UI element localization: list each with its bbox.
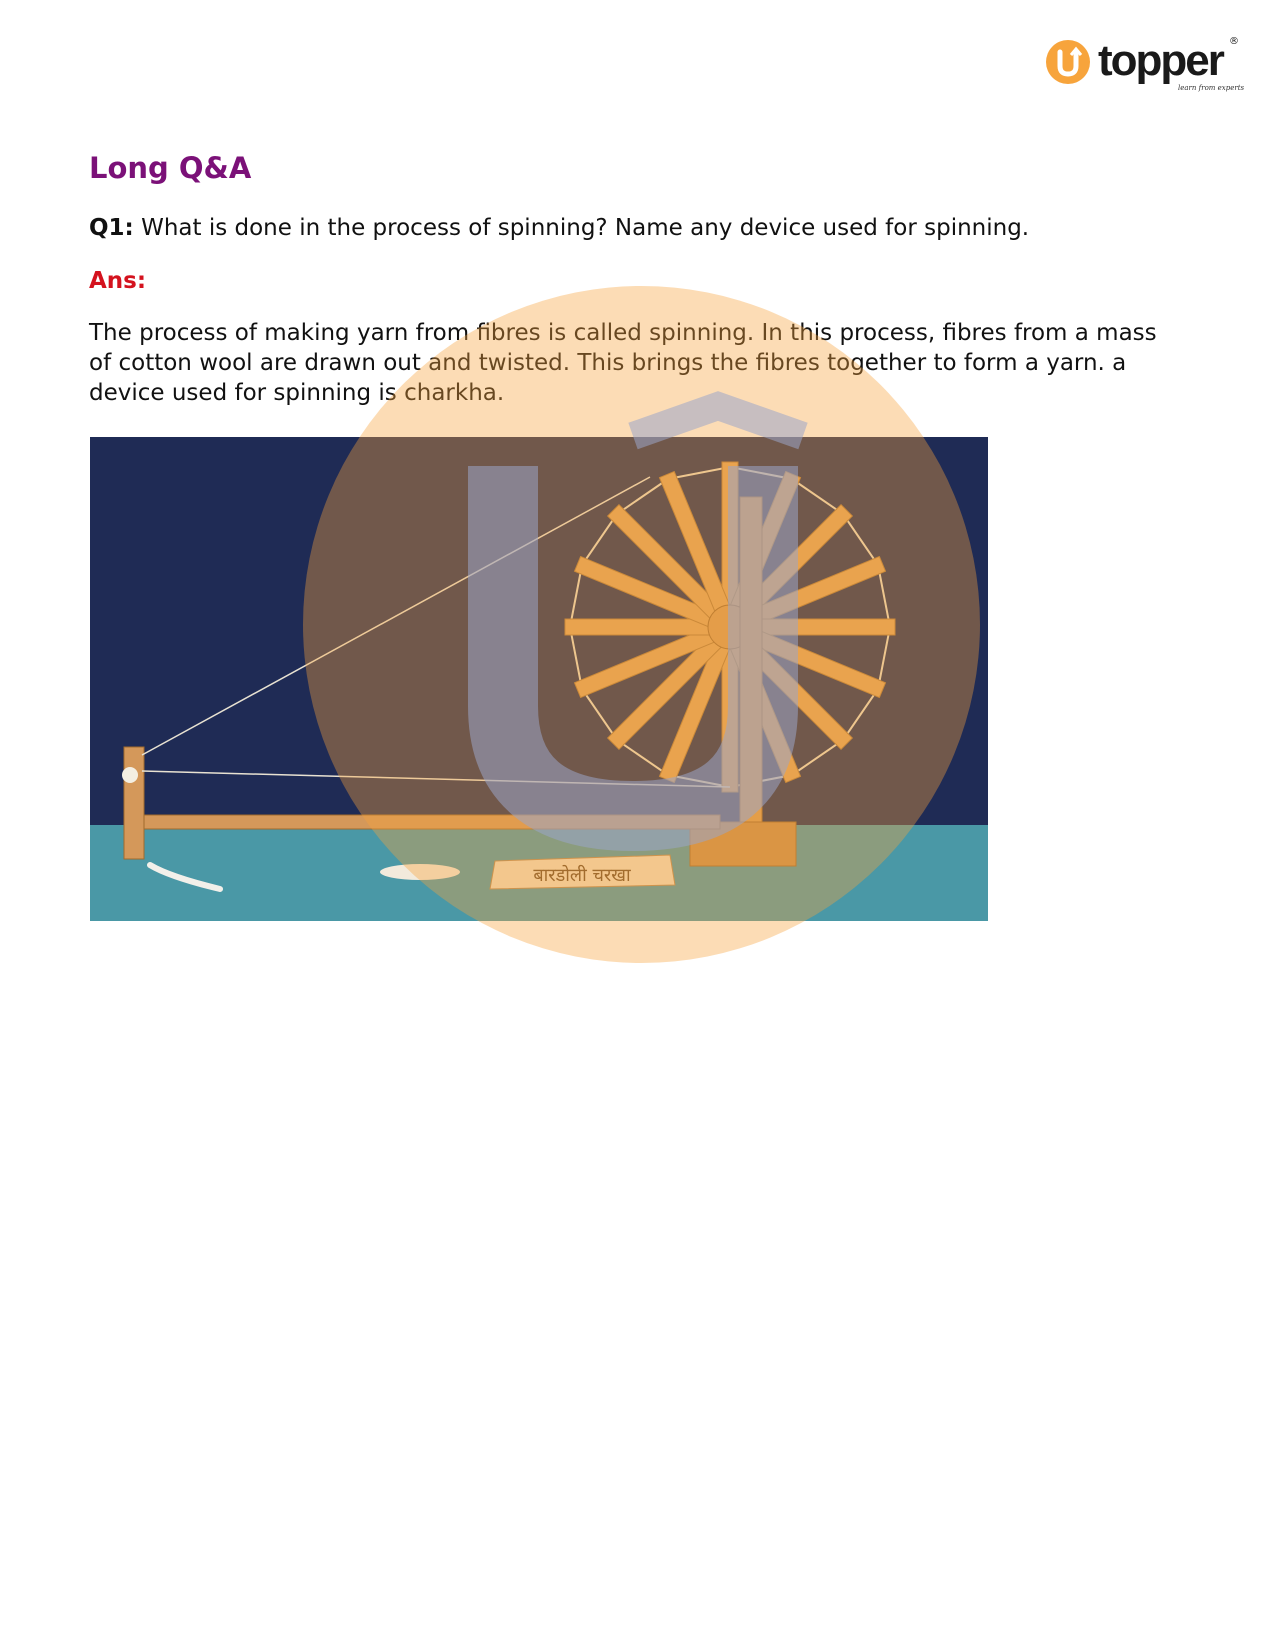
spindle-post <box>124 747 144 859</box>
question-text: What is done in the process of spinning? Name any device used for spinning. <box>141 215 1030 241</box>
base-beam <box>140 815 720 829</box>
page-title: Long Q&A <box>89 151 252 185</box>
logo-wordmark: topper <box>1098 36 1223 85</box>
question-label: Q1: <box>89 215 134 241</box>
topper-logo <box>1046 36 1246 96</box>
charkha-photo <box>90 437 988 921</box>
topper-u-icon <box>1046 40 1090 84</box>
logo-tagline: learn from experts <box>1178 84 1245 92</box>
cotton-tuft <box>122 767 138 783</box>
answer-text: The process of making yarn from fibres is called spinning. In this process, fibres from a mass of cotton wool are drawn out and twisted. This brings the fibres together to form a yarn. a device used for spinning is charkha. <box>89 320 1157 406</box>
registered-mark: ® <box>1229 36 1239 47</box>
question-1 <box>89 213 1029 243</box>
charkha-wheel <box>565 462 895 792</box>
answer-label: Ans: <box>89 268 147 294</box>
watermark-arrow-icon <box>633 406 803 436</box>
cotton-roll <box>380 864 460 880</box>
wheel-post <box>740 497 762 837</box>
sign-text: बारडोली चरखा <box>533 865 631 886</box>
